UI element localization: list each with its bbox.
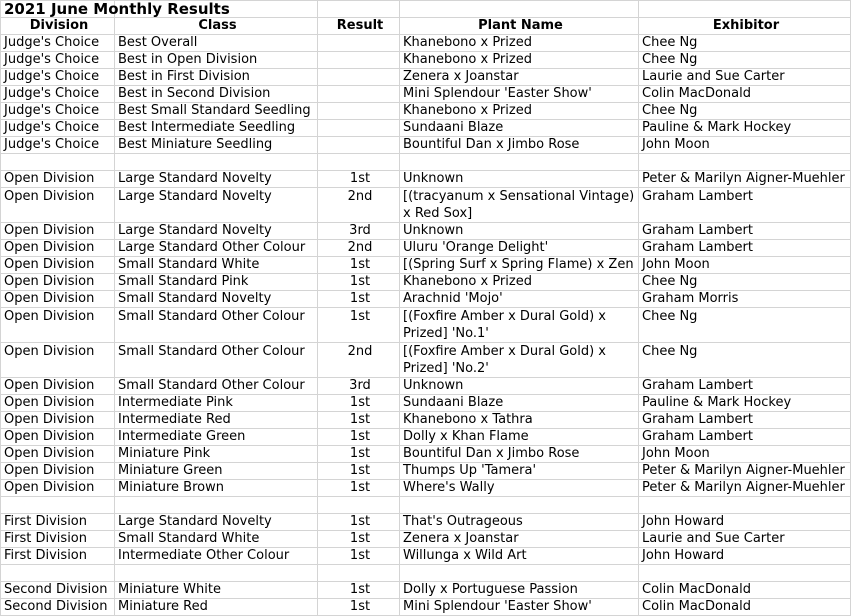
- header-exhibitor[interactable]: Exhibitor: [639, 18, 851, 35]
- result-cell[interactable]: [318, 154, 400, 171]
- plant-name-cell[interactable]: Sundaani Blaze: [400, 395, 639, 412]
- plant-name-cell[interactable]: Where's Wally: [400, 480, 639, 497]
- division-cell[interactable]: Open Division: [1, 378, 115, 395]
- plant-name-cell[interactable]: [400, 565, 639, 582]
- plant-name-cell[interactable]: Bountiful Dan x Jimbo Rose: [400, 446, 639, 463]
- result-cell[interactable]: [318, 86, 400, 103]
- exhibitor-cell[interactable]: John Moon: [639, 257, 851, 274]
- class-cell[interactable]: Miniature White: [115, 582, 318, 599]
- class-cell[interactable]: Intermediate Other Colour: [115, 548, 318, 565]
- result-cell[interactable]: 1st: [318, 548, 400, 565]
- cell[interactable]: [318, 1, 400, 18]
- division-cell[interactable]: Open Division: [1, 343, 115, 378]
- plant-name-cell[interactable]: Unknown: [400, 378, 639, 395]
- class-cell[interactable]: Best in First Division: [115, 69, 318, 86]
- result-cell[interactable]: 1st: [318, 171, 400, 188]
- class-cell[interactable]: Large Standard Novelty: [115, 171, 318, 188]
- plant-name-cell[interactable]: Khanebono x Prized: [400, 103, 639, 120]
- class-cell[interactable]: Large Standard Novelty: [115, 514, 318, 531]
- class-cell[interactable]: Small Standard White: [115, 257, 318, 274]
- result-cell[interactable]: [318, 120, 400, 137]
- division-cell[interactable]: [1, 497, 115, 514]
- plant-name-cell[interactable]: Unknown: [400, 171, 639, 188]
- exhibitor-cell[interactable]: Pauline & Mark Hockey: [639, 395, 851, 412]
- division-cell[interactable]: Open Division: [1, 395, 115, 412]
- division-cell[interactable]: Open Division: [1, 412, 115, 429]
- exhibitor-cell[interactable]: Chee Ng: [639, 343, 851, 378]
- result-cell[interactable]: 1st: [318, 463, 400, 480]
- plant-name-cell[interactable]: Arachnid 'Mojo': [400, 291, 639, 308]
- exhibitor-cell[interactable]: [639, 497, 851, 514]
- division-cell[interactable]: Judge's Choice: [1, 52, 115, 69]
- exhibitor-cell[interactable]: Colin MacDonald: [639, 86, 851, 103]
- exhibitor-cell[interactable]: Graham Lambert: [639, 378, 851, 395]
- class-cell[interactable]: Best Miniature Seedling: [115, 137, 318, 154]
- exhibitor-cell[interactable]: Chee Ng: [639, 274, 851, 291]
- plant-name-cell[interactable]: Mini Splendour 'Easter Show': [400, 599, 639, 616]
- class-cell[interactable]: [115, 497, 318, 514]
- class-cell[interactable]: Small Standard Pink: [115, 274, 318, 291]
- class-cell[interactable]: Intermediate Green: [115, 429, 318, 446]
- exhibitor-cell[interactable]: John Moon: [639, 446, 851, 463]
- table-row: [1, 412, 851, 429]
- table-row: [1, 171, 851, 188]
- result-cell[interactable]: 1st: [318, 480, 400, 497]
- result-cell[interactable]: 1st: [318, 308, 400, 343]
- header-class[interactable]: Class: [115, 18, 318, 35]
- result-cell[interactable]: 3rd: [318, 223, 400, 240]
- plant-name-cell[interactable]: Khanebono x Prized: [400, 52, 639, 69]
- division-cell[interactable]: Open Division: [1, 274, 115, 291]
- exhibitor-cell[interactable]: Graham Lambert: [639, 223, 851, 240]
- class-cell[interactable]: Miniature Pink: [115, 446, 318, 463]
- sheet-title[interactable]: 2021 June Monthly Results: [1, 1, 115, 18]
- division-cell[interactable]: Open Division: [1, 223, 115, 240]
- class-cell[interactable]: Small Standard Other Colour: [115, 378, 318, 395]
- header-plant-name[interactable]: Plant Name: [400, 18, 639, 35]
- exhibitor-cell[interactable]: Peter & Marilyn Aigner-Muehler: [639, 480, 851, 497]
- result-cell[interactable]: 1st: [318, 582, 400, 599]
- table-row: [1, 429, 851, 446]
- exhibitor-cell[interactable]: John Howard: [639, 548, 851, 565]
- plant-name-cell[interactable]: Zenera x Joanstar: [400, 531, 639, 548]
- result-cell[interactable]: 2nd: [318, 188, 400, 223]
- division-cell[interactable]: Judge's Choice: [1, 69, 115, 86]
- plant-name-cell[interactable]: Thumps Up 'Tamera': [400, 463, 639, 480]
- class-cell[interactable]: Large Standard Novelty: [115, 188, 318, 223]
- division-cell[interactable]: Open Division: [1, 480, 115, 497]
- division-cell[interactable]: First Division: [1, 548, 115, 565]
- division-cell[interactable]: Open Division: [1, 171, 115, 188]
- table-row: [1, 154, 851, 171]
- exhibitor-cell[interactable]: Chee Ng: [639, 35, 851, 52]
- result-cell[interactable]: 1st: [318, 412, 400, 429]
- table-row: [1, 35, 851, 52]
- table-row: [1, 308, 851, 343]
- table-row: [1, 274, 851, 291]
- division-cell[interactable]: Judge's Choice: [1, 86, 115, 103]
- table-row: [1, 343, 851, 378]
- result-cell[interactable]: 1st: [318, 514, 400, 531]
- table-row: [1, 291, 851, 308]
- table-row: [1, 223, 851, 240]
- plant-name-cell[interactable]: Bountiful Dan x Jimbo Rose: [400, 137, 639, 154]
- result-cell[interactable]: [318, 497, 400, 514]
- plant-name-cell[interactable]: Khanebono x Prized: [400, 274, 639, 291]
- division-cell[interactable]: Open Division: [1, 291, 115, 308]
- table-row: [1, 188, 851, 223]
- table-row: [1, 531, 851, 548]
- plant-name-cell[interactable]: Willunga x Wild Art: [400, 548, 639, 565]
- table-row: [1, 565, 851, 582]
- exhibitor-cell[interactable]: John Howard: [639, 514, 851, 531]
- result-cell[interactable]: 1st: [318, 429, 400, 446]
- exhibitor-cell[interactable]: Graham Lambert: [639, 188, 851, 223]
- exhibitor-cell[interactable]: Colin MacDonald: [639, 582, 851, 599]
- exhibitor-cell[interactable]: Peter & Marilyn Aigner-Muehler: [639, 463, 851, 480]
- plant-name-cell[interactable]: Dolly x Portuguese Passion: [400, 582, 639, 599]
- plant-name-cell[interactable]: [(Foxfire Amber x Dural Gold) x Prized] 'No.2': [400, 343, 639, 378]
- table-row: [1, 480, 851, 497]
- result-cell[interactable]: 1st: [318, 395, 400, 412]
- table-row: [1, 86, 851, 103]
- exhibitor-cell[interactable]: Laurie and Sue Carter: [639, 69, 851, 86]
- result-cell[interactable]: 2nd: [318, 240, 400, 257]
- table-row: [1, 395, 851, 412]
- division-cell[interactable]: Open Division: [1, 446, 115, 463]
- plant-name-cell[interactable]: Unknown: [400, 223, 639, 240]
- table-row: [1, 52, 851, 69]
- class-cell[interactable]: Large Standard Other Colour: [115, 240, 318, 257]
- division-cell[interactable]: First Division: [1, 514, 115, 531]
- header-row: [1, 18, 851, 35]
- division-cell[interactable]: Open Division: [1, 257, 115, 274]
- division-cell[interactable]: Open Division: [1, 240, 115, 257]
- result-cell[interactable]: [318, 69, 400, 86]
- plant-name-cell[interactable]: Khanebono x Tathra: [400, 412, 639, 429]
- exhibitor-cell[interactable]: Peter & Marilyn Aigner-Muehler: [639, 171, 851, 188]
- class-cell[interactable]: Miniature Green: [115, 463, 318, 480]
- exhibitor-cell[interactable]: Graham Morris: [639, 291, 851, 308]
- table-row: [1, 582, 851, 599]
- exhibitor-cell[interactable]: Chee Ng: [639, 52, 851, 69]
- division-cell[interactable]: Second Division: [1, 582, 115, 599]
- exhibitor-cell[interactable]: Graham Lambert: [639, 240, 851, 257]
- division-cell[interactable]: Judge's Choice: [1, 120, 115, 137]
- table-row: [1, 69, 851, 86]
- division-cell[interactable]: Judge's Choice: [1, 103, 115, 120]
- header-result[interactable]: Result: [318, 18, 400, 35]
- division-cell[interactable]: Open Division: [1, 188, 115, 223]
- result-cell[interactable]: 3rd: [318, 378, 400, 395]
- class-cell[interactable]: Small Standard White: [115, 531, 318, 548]
- table-row: [1, 514, 851, 531]
- exhibitor-cell[interactable]: Pauline & Mark Hockey: [639, 120, 851, 137]
- plant-name-cell[interactable]: Khanebono x Prized: [400, 35, 639, 52]
- exhibitor-cell[interactable]: Graham Lambert: [639, 412, 851, 429]
- exhibitor-cell[interactable]: Chee Ng: [639, 103, 851, 120]
- table-row: [1, 137, 851, 154]
- table-row: [1, 257, 851, 274]
- class-cell[interactable]: Large Standard Novelty: [115, 223, 318, 240]
- result-cell[interactable]: 1st: [318, 446, 400, 463]
- plant-name-cell[interactable]: Sundaani Blaze: [400, 120, 639, 137]
- division-cell[interactable]: Judge's Choice: [1, 35, 115, 52]
- table-row: [1, 548, 851, 565]
- class-cell[interactable]: Miniature Red: [115, 599, 318, 616]
- exhibitor-cell[interactable]: John Moon: [639, 137, 851, 154]
- plant-name-cell[interactable]: Uluru 'Orange Delight': [400, 240, 639, 257]
- result-cell[interactable]: 2nd: [318, 343, 400, 378]
- plant-name-cell[interactable]: [400, 154, 639, 171]
- class-cell[interactable]: [115, 154, 318, 171]
- table-row: [1, 378, 851, 395]
- result-cell[interactable]: [318, 52, 400, 69]
- plant-name-cell[interactable]: [(tracyanum x Sensational Vintage) x Red Sox]: [400, 188, 639, 223]
- result-cell[interactable]: [318, 35, 400, 52]
- division-cell[interactable]: Open Division: [1, 429, 115, 446]
- exhibitor-cell[interactable]: Colin MacDonald: [639, 599, 851, 616]
- class-cell[interactable]: Best in Second Division: [115, 86, 318, 103]
- result-cell[interactable]: [318, 565, 400, 582]
- division-cell[interactable]: [1, 565, 115, 582]
- plant-name-cell[interactable]: Dolly x Khan Flame: [400, 429, 639, 446]
- class-cell[interactable]: Small Standard Novelty: [115, 291, 318, 308]
- class-cell[interactable]: Best Intermediate Seedling: [115, 120, 318, 137]
- result-cell[interactable]: 1st: [318, 274, 400, 291]
- table-row: [1, 120, 851, 137]
- plant-name-cell[interactable]: [400, 497, 639, 514]
- table-row: [1, 463, 851, 480]
- class-cell[interactable]: Best Overall: [115, 35, 318, 52]
- title-row: [1, 1, 851, 18]
- plant-name-cell[interactable]: Zenera x Joanstar: [400, 69, 639, 86]
- result-cell[interactable]: 1st: [318, 599, 400, 616]
- cell[interactable]: [639, 1, 851, 18]
- plant-name-cell[interactable]: [(Foxfire Amber x Dural Gold) x Prized] 'No.1': [400, 308, 639, 343]
- division-cell[interactable]: [1, 154, 115, 171]
- division-cell[interactable]: Judge's Choice: [1, 137, 115, 154]
- table-row: [1, 497, 851, 514]
- exhibitor-cell[interactable]: [639, 154, 851, 171]
- class-cell[interactable]: Intermediate Pink: [115, 395, 318, 412]
- plant-name-cell[interactable]: Mini Splendour 'Easter Show': [400, 86, 639, 103]
- division-cell[interactable]: First Division: [1, 531, 115, 548]
- class-cell[interactable]: Miniature Brown: [115, 480, 318, 497]
- table-row: [1, 103, 851, 120]
- division-cell[interactable]: Second Division: [1, 599, 115, 616]
- class-cell[interactable]: Best in Open Division: [115, 52, 318, 69]
- result-cell[interactable]: [318, 137, 400, 154]
- header-division[interactable]: Division: [1, 18, 115, 35]
- result-cell[interactable]: [318, 103, 400, 120]
- class-cell[interactable]: [115, 565, 318, 582]
- plant-name-cell[interactable]: [(Spring Surf x Spring Flame) x Zen: [400, 257, 639, 274]
- plant-name-cell[interactable]: That's Outrageous: [400, 514, 639, 531]
- class-cell[interactable]: Small Standard Other Colour: [115, 308, 318, 343]
- result-cell[interactable]: 1st: [318, 531, 400, 548]
- class-cell[interactable]: Best Small Standard Seedling: [115, 103, 318, 120]
- table-row: [1, 240, 851, 257]
- table-row: [1, 599, 851, 616]
- exhibitor-cell[interactable]: Chee Ng: [639, 308, 851, 343]
- cell[interactable]: [400, 1, 639, 18]
- result-cell[interactable]: 1st: [318, 257, 400, 274]
- class-cell[interactable]: Small Standard Other Colour: [115, 343, 318, 378]
- division-cell[interactable]: Open Division: [1, 463, 115, 480]
- class-cell[interactable]: Intermediate Red: [115, 412, 318, 429]
- result-cell[interactable]: 1st: [318, 291, 400, 308]
- exhibitor-cell[interactable]: Laurie and Sue Carter: [639, 531, 851, 548]
- exhibitor-cell[interactable]: Graham Lambert: [639, 429, 851, 446]
- division-cell[interactable]: Open Division: [1, 308, 115, 343]
- table-row: [1, 446, 851, 463]
- exhibitor-cell[interactable]: [639, 565, 851, 582]
